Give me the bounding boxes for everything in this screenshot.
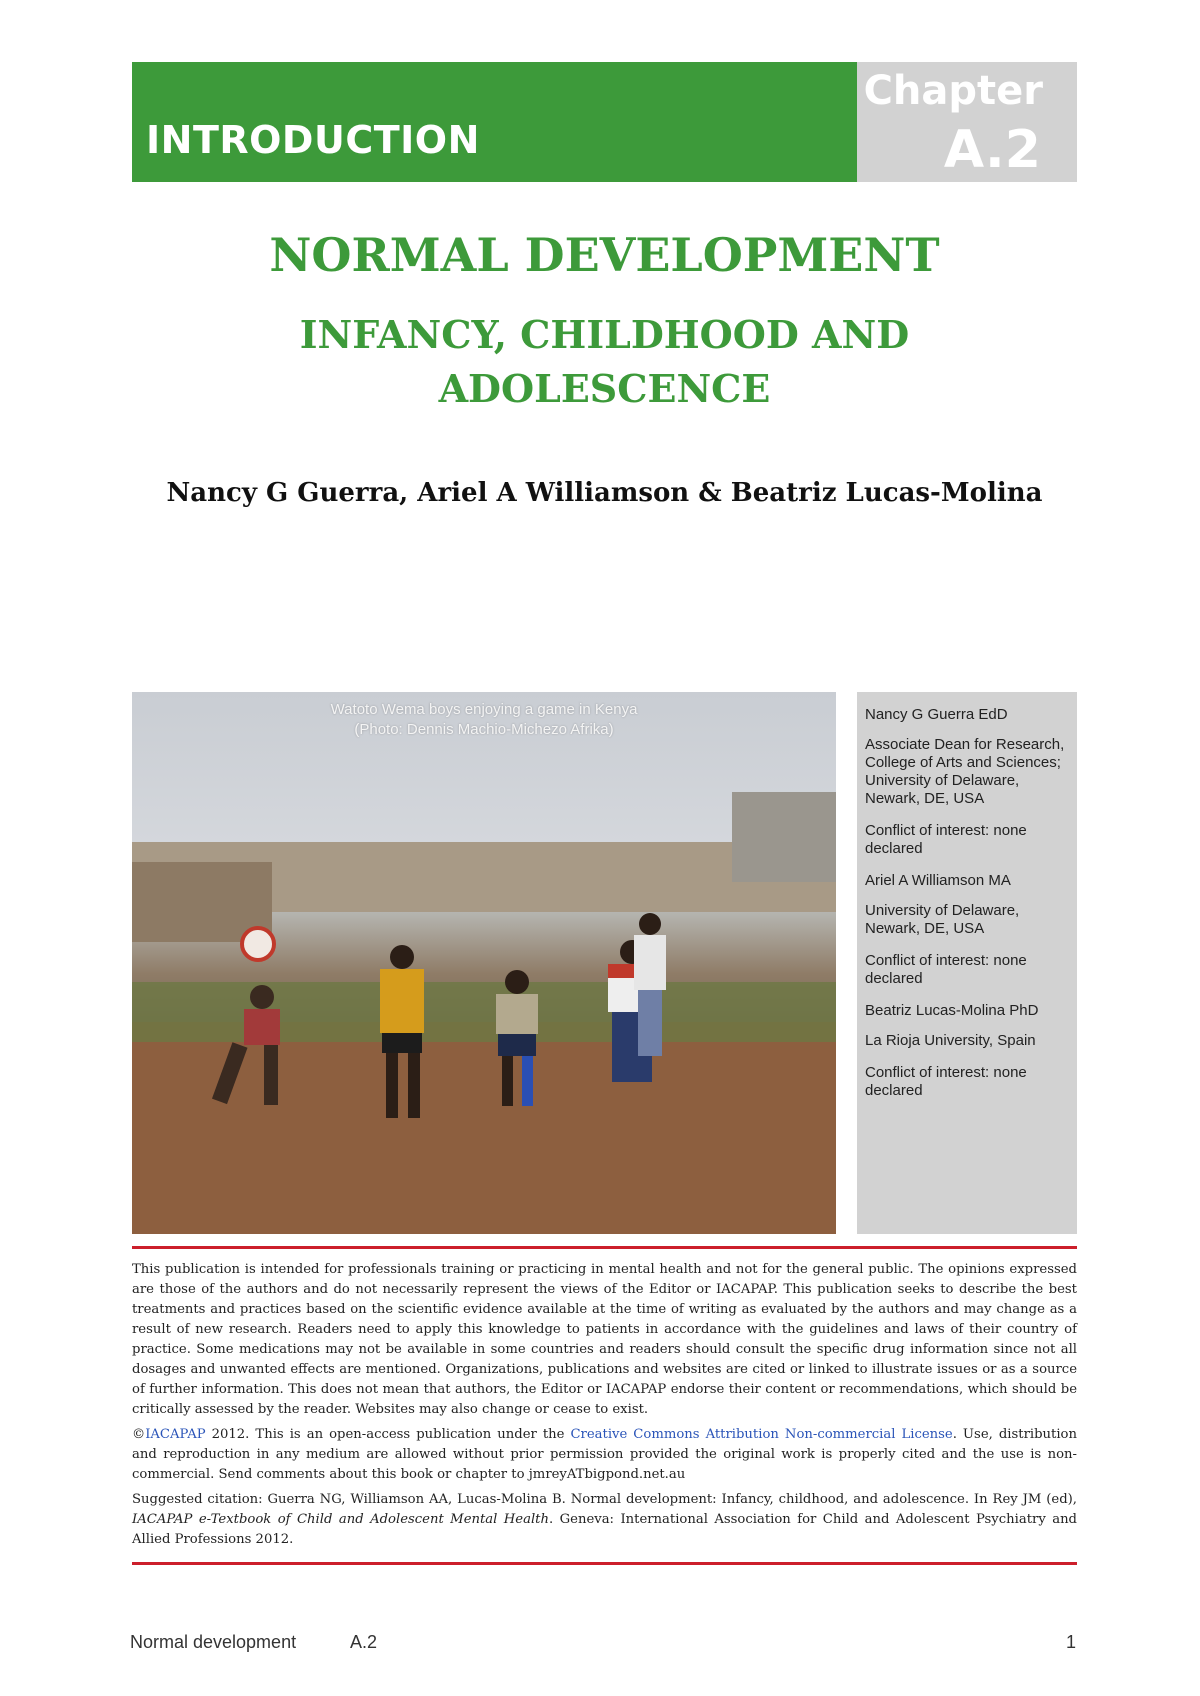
citation-paragraph xyxy=(132,1490,1077,1550)
author3-conflict: Conflict of interest: none declared xyxy=(865,1064,1027,1099)
citation-italic: IACAPAP e-Textbook of Child and Adolescent Mental Health xyxy=(132,1512,549,1527)
copyright-text-2: . Use, distribution and reproduction in any medium are allowed without prior permission provided the original work is properly cited and the use is non-commercial. Send comments about this book or chapter to jmreyATbigpond.net.au xyxy=(132,1427,1077,1482)
footer-chapter: A.2 xyxy=(350,1632,378,1652)
page-subtitle-line1: INFANCY, CHILDHOOD AND xyxy=(299,312,910,357)
photo-building-right xyxy=(732,792,836,882)
author2-name: Ariel A Williamson MA xyxy=(865,872,1011,889)
citation-text-1: Suggested citation: Guerra NG, Williamson AA, Lucas-Molina B. Normal development: Infancy, childhood, and adolescence. In Rey JM (ed), xyxy=(132,1492,1077,1507)
author1-affiliation: Associate Dean for Research, College of Arts and Sciences; University of Delaware, Newark, DE, USA xyxy=(865,736,1065,807)
photo-grass xyxy=(132,982,836,1042)
author-list: Nancy G Guerra, Ariel A Williamson & Beatriz Lucas-Molina xyxy=(166,478,1043,508)
author-info-sidebar xyxy=(857,692,1077,1234)
disclaimer-section xyxy=(132,1260,1077,1555)
copyright-paragraph xyxy=(132,1425,1077,1485)
cover-photo xyxy=(132,692,836,1234)
section-label: INTRODUCTION xyxy=(146,118,480,162)
photo-caption-line2: (Photo: Dennis Machio-Michezo Afrika) xyxy=(354,721,614,738)
photo-ball xyxy=(242,928,274,960)
author1-conflict: Conflict of interest: none declared xyxy=(865,822,1027,857)
photo-player-5 xyxy=(634,913,666,1056)
section-header-band xyxy=(132,62,857,182)
top-divider xyxy=(132,1246,1077,1249)
page-subtitle-line2: ADOLESCENCE xyxy=(438,366,771,411)
page-title: NORMAL DEVELOPMENT xyxy=(269,228,940,282)
iacapap-link[interactable]: IACAPAP xyxy=(145,1427,206,1442)
footer-title: Normal development xyxy=(130,1632,297,1652)
author3-name: Beatriz Lucas-Molina PhD xyxy=(865,1002,1039,1019)
footer-page-number: 1 xyxy=(1066,1632,1077,1652)
author1-name: Nancy G Guerra EdD xyxy=(865,706,1008,723)
photo-caption xyxy=(132,700,836,740)
chapter-word: Chapter xyxy=(863,68,1043,114)
citation-text-2: . Geneva: International Association for Child and Adolescent Psychiatry and Allied Professions 2012. xyxy=(132,1512,1078,1547)
chapter-box xyxy=(857,62,1077,182)
copyright-text-1: 2012. This is an open-access publication under the xyxy=(205,1427,571,1442)
author2-conflict: Conflict of interest: none declared xyxy=(865,952,1027,987)
author3-affiliation: La Rioja University, Spain xyxy=(865,1032,1036,1049)
bottom-divider xyxy=(132,1562,1077,1565)
author2-affiliation: University of Delaware, Newark, DE, USA xyxy=(865,902,1020,937)
disclaimer-paragraph: This publication is intended for professionals training or practicing in mental health and not for the general public. The opinions expressed are those of the authors and do not necessarily represent the views of the Editor or IACAPAP. This publication seeks to describe the best treatments and practices based on the scientific evidence available at the time of writing as evaluated by the authors and may change as a result of new research. Readers need to apply this knowledge to patients in accordance with the guidelines and laws of their country of practice. Some medications may not be available in some countries and readers should consult the specific drug information since not all dosages and unwanted effects are mentioned. Organizations, publications and websites are cited or linked to illustrate issues or as a source of further information. This does not mean that authors, the Editor or IACAPAP endorse their content or recommendations, which should be critically assessed by the reader. Websites may also change or cease to exist. xyxy=(132,1262,1077,1417)
photo-illustration xyxy=(132,692,836,1234)
chapter-number: A.2 xyxy=(943,120,1041,180)
license-link[interactable]: Creative Commons Attribution Non-commercial License xyxy=(570,1427,953,1442)
copyright-symbol: © xyxy=(132,1427,146,1442)
photo-caption-line1: Watoto Wema boys enjoying a game in Kenya xyxy=(330,701,638,718)
